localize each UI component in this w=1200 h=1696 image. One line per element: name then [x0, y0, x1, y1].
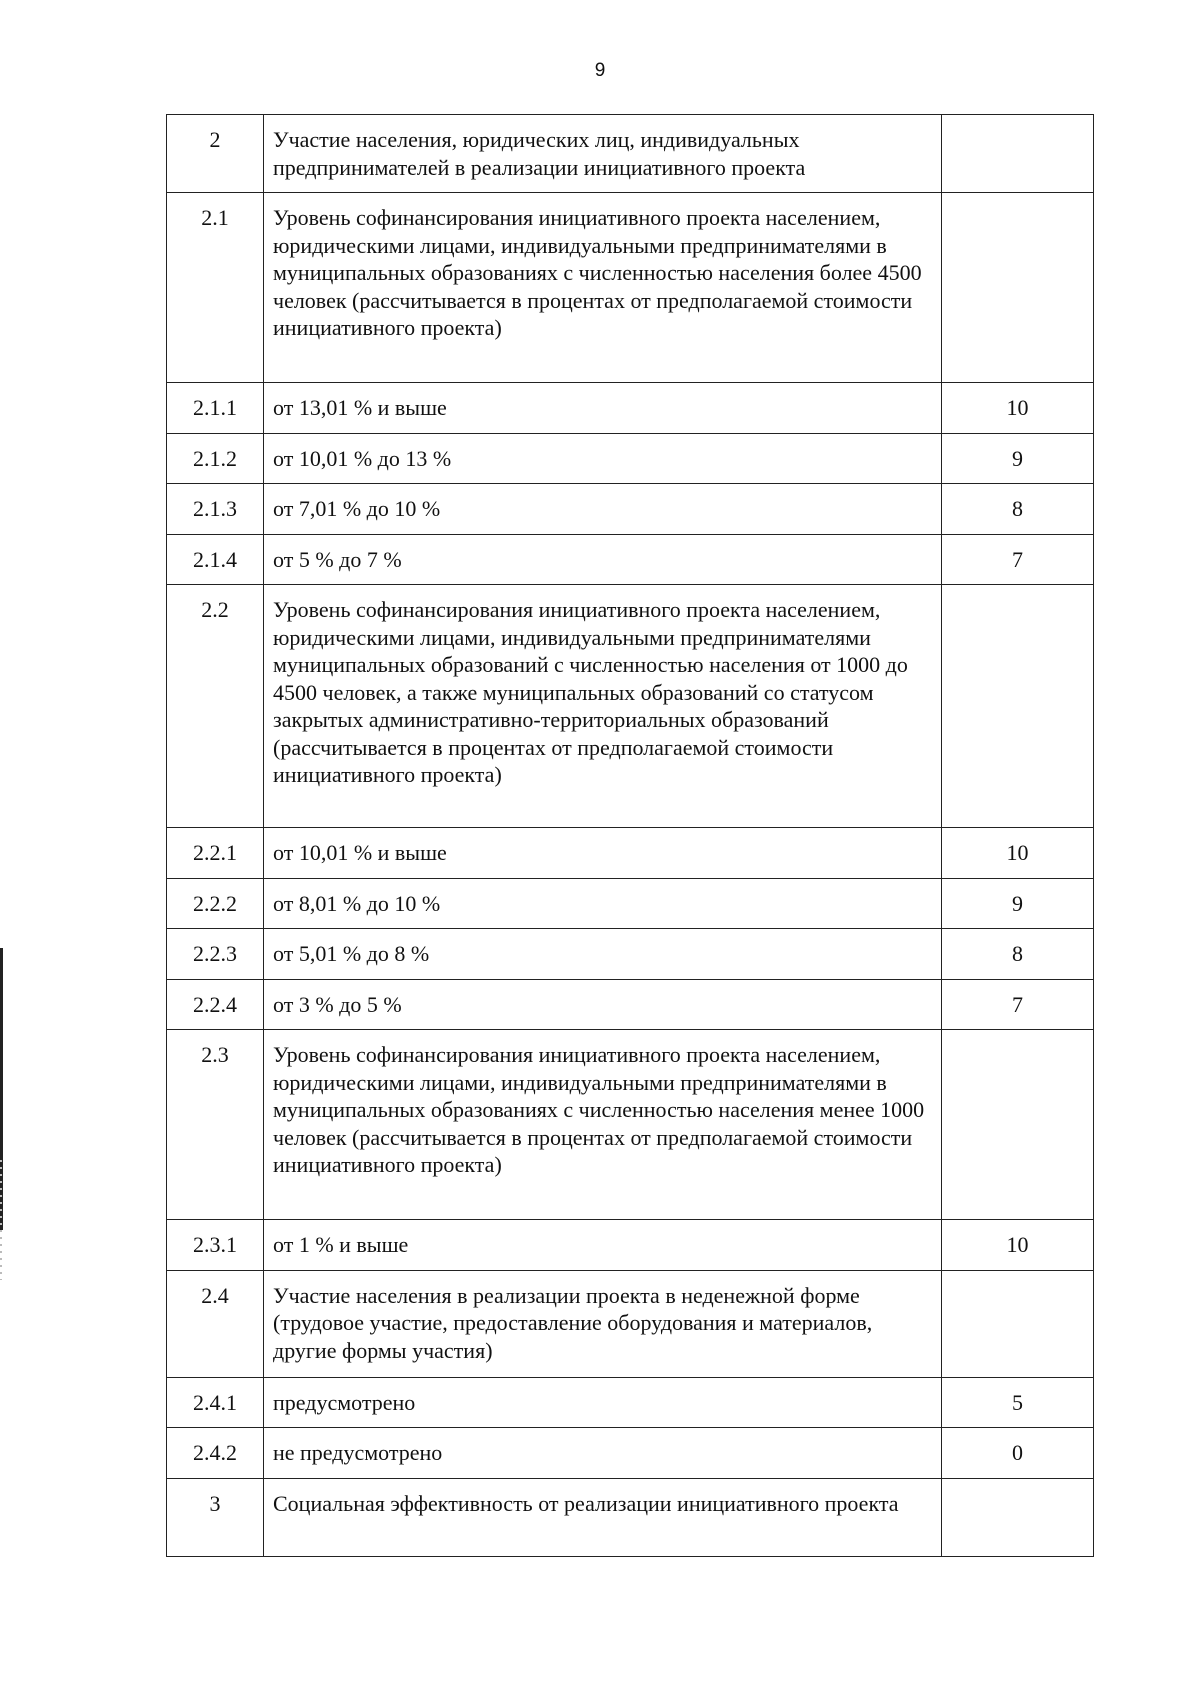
row-description: от 7,01 % до 10 %: [264, 484, 942, 535]
row-score: [942, 1478, 1094, 1556]
row-number: 2.4: [167, 1270, 264, 1377]
table-row: [167, 433, 1094, 484]
row-number: 2.1.2: [167, 433, 264, 484]
table-row: [167, 979, 1094, 1030]
row-description: от 10,01 % и выше: [264, 828, 942, 879]
row-number: 2.2.2: [167, 878, 264, 929]
row-score: [942, 193, 1094, 383]
table-row: [167, 585, 1094, 828]
row-description: не предусмотрено: [264, 1428, 942, 1479]
table-row: [167, 115, 1094, 193]
table-row: [167, 1428, 1094, 1479]
row-number: 2.1.4: [167, 534, 264, 585]
row-score: [942, 1030, 1094, 1220]
row-score: 7: [942, 979, 1094, 1030]
row-description: от 5 % до 7 %: [264, 534, 942, 585]
row-number: 2.3.1: [167, 1220, 264, 1271]
row-score: 9: [942, 433, 1094, 484]
row-number: 2.2.4: [167, 979, 264, 1030]
row-description: Участие населения в реализации проекта в неденежной форме (трудовое участие, предоставление оборудования и материалов, другие формы участия): [264, 1270, 942, 1377]
criteria-table: [166, 114, 1094, 1557]
row-score: 9: [942, 878, 1094, 929]
row-score: 5: [942, 1377, 1094, 1428]
table-row: [167, 878, 1094, 929]
row-description: Уровень софинансирования инициативного проекта населением, юридическими лицами, индивидуальными предпринимателями в муниципальных образованиях с численностью населения менее 1000 человек (рассчитывается в процентах от предполагаемой стоимости инициативного проекта): [264, 1030, 942, 1220]
table-row: [167, 1030, 1094, 1220]
row-description: предусмотрено: [264, 1377, 942, 1428]
row-number: 2.2: [167, 585, 264, 828]
table-row: [167, 383, 1094, 434]
row-score: 10: [942, 828, 1094, 879]
row-number: 2.1.1: [167, 383, 264, 434]
row-description: от 5,01 % до 8 %: [264, 929, 942, 980]
row-score: [942, 1270, 1094, 1377]
row-number: 2.2.1: [167, 828, 264, 879]
row-score: 8: [942, 484, 1094, 535]
table-row: [167, 484, 1094, 535]
row-description: от 3 % до 5 %: [264, 979, 942, 1030]
row-score: 10: [942, 383, 1094, 434]
row-description: от 10,01 % до 13 %: [264, 433, 942, 484]
table-row: [167, 1478, 1094, 1556]
table-row: [167, 1270, 1094, 1377]
table-row: [167, 1220, 1094, 1271]
row-score: 10: [942, 1220, 1094, 1271]
row-description: от 13,01 % и выше: [264, 383, 942, 434]
row-description: Уровень софинансирования инициативного проекта населением, юридическими лицами, индивидуальными предпринимателями муниципальных образований с численностью населения от 1000 до 4500 человек, а также муниципальных образований со статусом закрытых административно-территориальных образований (рассчитывается в процентах от предполагаемой стоимости инициативного проекта): [264, 585, 942, 828]
row-score: [942, 115, 1094, 193]
row-number: 3: [167, 1478, 264, 1556]
row-number: 2.1: [167, 193, 264, 383]
row-description: Уровень софинансирования инициативного проекта населением, юридическими лицами, индивидуальными предпринимателями в муниципальных образованиях с численностью населения более 4500 человек (рассчитывается в процентах от предполагаемой стоимости инициативного проекта): [264, 193, 942, 383]
page-number: 9: [594, 60, 606, 81]
row-description: от 1 % и выше: [264, 1220, 942, 1271]
row-number: 2: [167, 115, 264, 193]
row-number: 2.2.3: [167, 929, 264, 980]
table-row: [167, 929, 1094, 980]
row-score: 0: [942, 1428, 1094, 1479]
row-description: Социальная эффективность от реализации инициативного проекта: [264, 1478, 942, 1556]
table-row: [167, 828, 1094, 879]
row-score: 8: [942, 929, 1094, 980]
row-number: 2.4.2: [167, 1428, 264, 1479]
row-number: 2.3: [167, 1030, 264, 1220]
row-description: от 8,01 % до 10 %: [264, 878, 942, 929]
row-score: [942, 585, 1094, 828]
row-description: Участие населения, юридических лиц, индивидуальных предпринимателей в реализации инициативного проекта: [264, 115, 942, 193]
row-score: 7: [942, 534, 1094, 585]
table-row: [167, 1377, 1094, 1428]
table-row: [167, 193, 1094, 383]
table-row: [167, 534, 1094, 585]
row-number: 2.4.1: [167, 1377, 264, 1428]
scan-edge-dots: [0, 1160, 2, 1280]
row-number: 2.1.3: [167, 484, 264, 535]
